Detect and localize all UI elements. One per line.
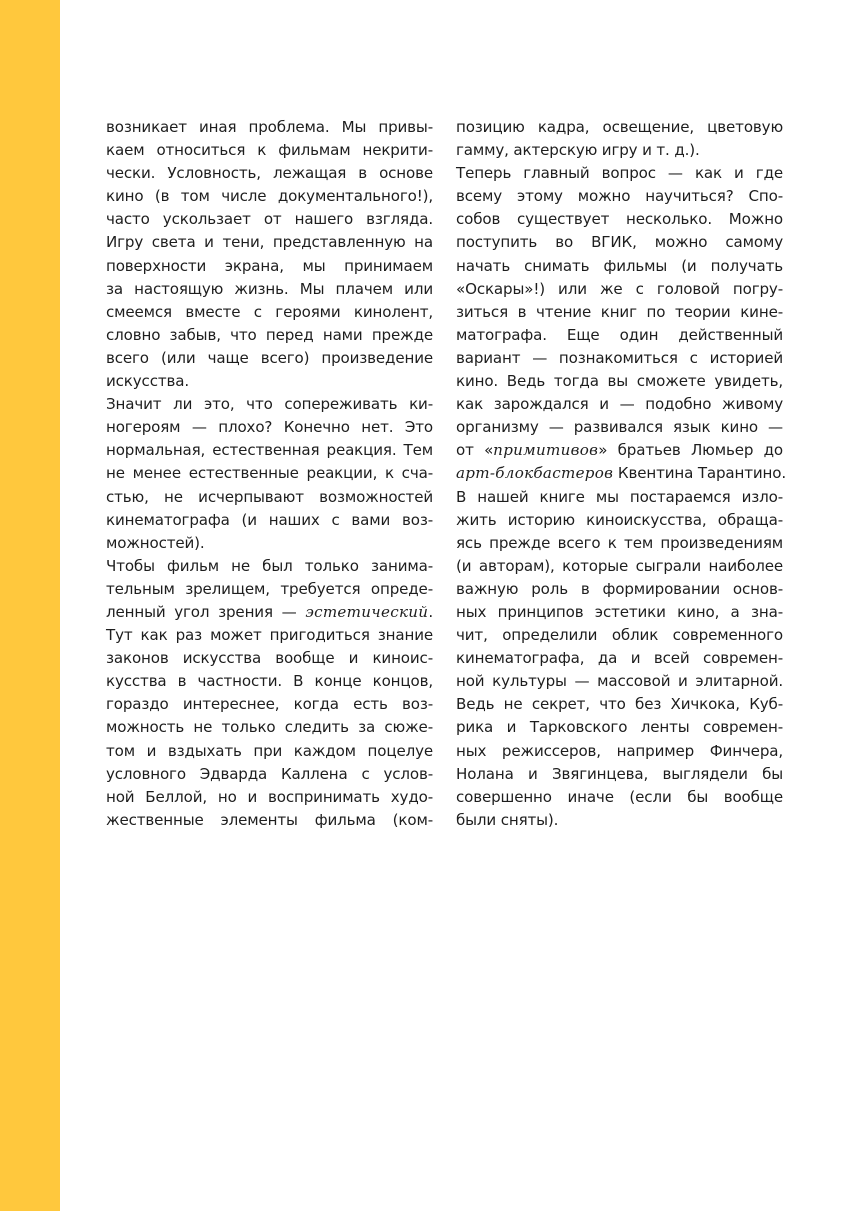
right-text-column [456, 116, 787, 832]
text-line: Ведь не секрет, что без Хичкока, Куб- [456, 695, 783, 714]
text-line: (и авторам), которые сыграли наиболее [456, 556, 783, 575]
text-line: начать снимать фильмы (и получать [456, 256, 783, 275]
text-line: важную роль в формировании основ- [456, 579, 783, 598]
text-line: зиться в чтение книг по теории кине- [456, 302, 783, 321]
text-line: гамму, актерскую игру и т. д.). [456, 141, 700, 160]
text-line: «Оскары»!) или же с головой погру- [456, 279, 783, 298]
text-line [456, 439, 783, 462]
text-line: кусства в частности. В конце концов, [106, 672, 433, 691]
text-line: были сняты). [456, 810, 559, 829]
text-line: ных режиссеров, например Финчера, [456, 741, 783, 760]
text-line: стью, не исчерпывают возможностей [106, 487, 433, 506]
text-line: организму — развивался язык кино — [456, 418, 783, 437]
text-line: кинематографа (и наших с вами воз- [106, 510, 433, 529]
text-line: законов искусства вообще и киноис- [106, 649, 433, 668]
text-line: словно забыв, что перед нами прежде [106, 325, 433, 344]
text-line: кино. Ведь тогда вы сможете увидеть, [456, 372, 783, 391]
italic-term: эстетический [305, 602, 429, 621]
text-line: часто ускользает от нашего взгляда. [106, 210, 433, 229]
text-line: В нашей книге мы постараемся изло- [456, 487, 783, 506]
italic-term: примитивов [493, 441, 599, 460]
text-line [106, 601, 433, 624]
text-line: Теперь главный вопрос — как и где [456, 164, 783, 183]
text-line: позицию кадра, освещение, цветовую [456, 118, 783, 136]
text-line: матографа. Еще один действенный [456, 325, 783, 344]
italic-term: арт-блокбастеров [456, 464, 614, 483]
text-line: можностей). [106, 533, 205, 552]
text-line: за настоящую жизнь. Мы плачем или [106, 279, 433, 298]
text-line: рика и Тарковского ленты современ- [456, 718, 783, 737]
text-line: ных принципов эстетики кино, а зна- [456, 602, 783, 621]
text-line: поверхности экрана, мы принимаем [106, 256, 433, 275]
text-segment: Квентина Тарантино. [613, 464, 787, 483]
text-line: всему этому можно научиться? Спо- [456, 187, 783, 206]
text-line: тельным зрелищем, требуется опреде- [106, 579, 433, 598]
text-line: искусства. [106, 372, 189, 391]
text-line: совершенно иначе (если бы вообще [456, 787, 783, 806]
text-line: ясь прежде всего к тем произведениям [456, 533, 783, 552]
text-line: жить историю киноискусства, обраща- [456, 510, 783, 529]
text-line: Игру света и тени, представленную на [106, 233, 433, 252]
text-line: собов существует несколько. Можно [456, 210, 783, 229]
text-line: Чтобы фильм не был только занима- [106, 556, 433, 575]
text-line: том и вздыхать при каждом поцелуе [106, 741, 433, 760]
text-line: всего (или чаще всего) произведение [106, 348, 433, 367]
text-line: гораздо интереснее, когда есть воз- [106, 695, 433, 714]
text-line: поступить во ВГИК, можно самому [456, 233, 783, 252]
text-line: ногероям — плохо? Конечно нет. Это [106, 418, 433, 437]
text-line: ной Беллой, но и воспринимать худо- [106, 787, 433, 806]
text-line: вариант — познакомиться с историей [456, 348, 783, 367]
text-segment: от « [456, 441, 494, 460]
text-line: можность не только следить за сюже- [106, 718, 433, 737]
text-segment: . [428, 602, 433, 621]
text-segment: ленный угол зрения — [106, 602, 306, 621]
yellow-side-bar [0, 0, 60, 1211]
text-line: Значит ли это, что сопереживать ки- [106, 395, 433, 414]
text-line: чит, определили облик современного [456, 626, 783, 645]
text-line: как зарождался и — подобно живому [456, 395, 783, 414]
text-line: не менее естественные реакции, к сча- [106, 464, 433, 483]
left-text-column [106, 116, 433, 832]
text-line: ной культуры — массовой и элитарной. [456, 672, 783, 691]
text-line [456, 462, 787, 485]
text-line: чески. Условность, лежащая в основе [106, 164, 433, 183]
text-line: смеемся вместе с героями кинолент, [106, 302, 433, 321]
text-line: Тут как раз может пригодиться знание [106, 626, 433, 645]
text-line: каем относиться к фильмам некрити- [106, 141, 433, 160]
text-line: условного Эдварда Каллена с услов- [106, 764, 433, 783]
text-line: нормальная, естественная реакция. Тем [106, 441, 433, 460]
text-line: кинематографа, да и всей современ- [456, 649, 783, 668]
text-line: кино (в том числе документального!), [106, 187, 433, 206]
text-line: возникает иная проблема. Мы привы- [106, 118, 433, 136]
text-segment: » братьев Люмьер до [598, 441, 783, 460]
text-line: жественные элементы фильма (ком- [106, 810, 433, 829]
text-line: Нолана и Звягинцева, выглядели бы [456, 764, 783, 783]
